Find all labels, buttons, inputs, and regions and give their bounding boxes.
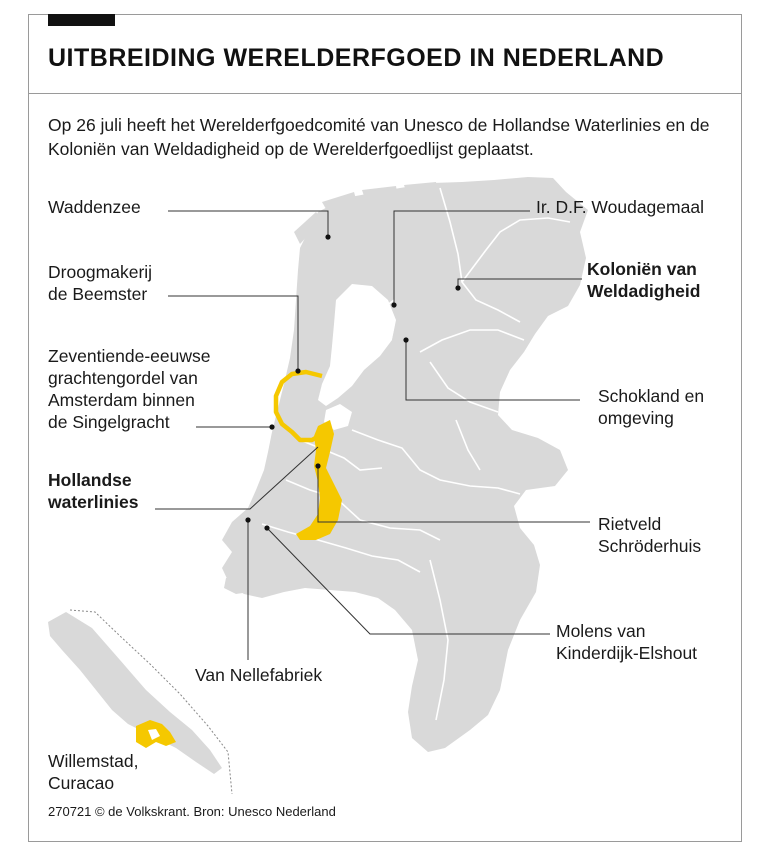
rietveld-dot xyxy=(315,463,320,468)
nelle-dot xyxy=(245,517,250,522)
label-rietveld: Rietveld Schröderhuis xyxy=(598,514,702,556)
label-beemster: Droogmakerij de Beemster xyxy=(48,262,153,304)
kinderdijk-dot xyxy=(264,525,269,530)
source-credit: 270721 © de Volkskrant. Bron: Unesco Nederland xyxy=(48,804,336,819)
grachtengordel-dot xyxy=(269,424,274,429)
label-nelle: Van Nellefabriek xyxy=(195,665,323,685)
kolonien-dot xyxy=(455,285,460,290)
waddenzee-dot xyxy=(325,234,330,239)
label-waterlinies: Hollandse waterlinies xyxy=(48,470,139,512)
label-waddenzee: Waddenzee xyxy=(48,197,141,217)
woudagemaal-dot xyxy=(391,302,396,307)
label-grachtengordel: Zeventiende-eeuwse grachtengordel van Amsterdam binnen de Singelgracht xyxy=(48,346,211,432)
label-kinderdijk: Molens van Kinderdijk-Elshout xyxy=(556,621,698,663)
schokland-dot xyxy=(403,337,408,342)
label-willemstad: Willemstad, Curacao xyxy=(48,751,139,793)
label-woudagemaal: Ir. D.F. Woudagemaal xyxy=(536,197,704,217)
label-schokland: Schokland en omgeving xyxy=(598,386,705,428)
page-title: UITBREIDING WERELDERFGOED IN NEDERLAND xyxy=(48,44,665,72)
intro-text: Op 26 juli heeft het Werelderfgoedcomité van Unesco de Hollandse Waterlinies en de Koloniën van Weldadigheid op de Werelderfgoedlijst geplaatst. xyxy=(48,115,710,159)
beemster-dot xyxy=(295,368,300,373)
label-kolonien: Koloniën van Weldadigheid xyxy=(587,259,701,301)
